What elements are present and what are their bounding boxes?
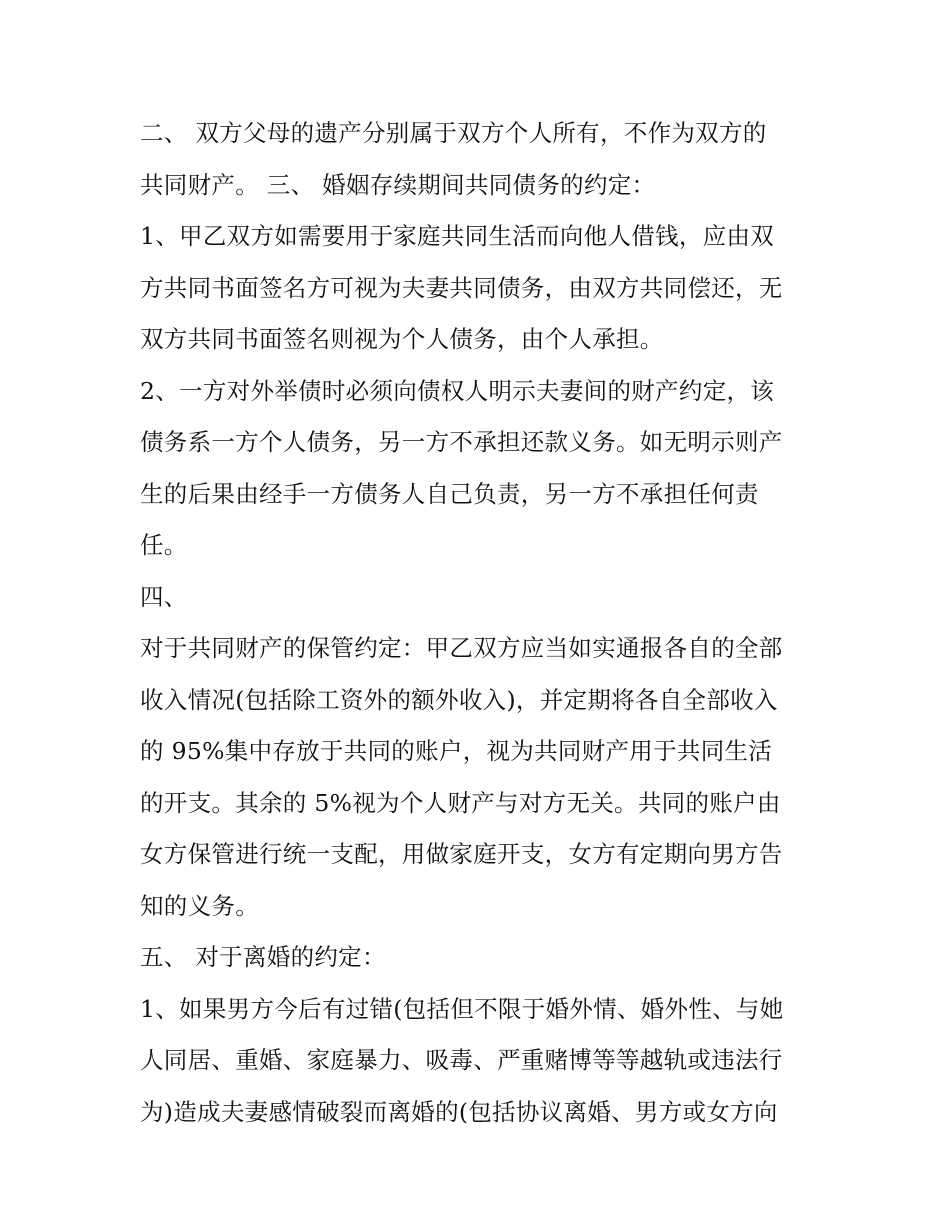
text-line: 1、甲乙双方如需要用于家庭共同生活而向他人借钱，应由双 bbox=[140, 222, 775, 250]
text-line: 女方保管进行统一支配，用做家庭开支，女方有定期向男方告 bbox=[140, 840, 783, 868]
text-line: 债务系一方个人债务，另一方不承担还款义务。如无明示则产 bbox=[140, 428, 783, 456]
text-line: 双方共同书面签名则视为个人债务，由个人承担。 bbox=[140, 325, 664, 353]
section-heading: 五、 对于离婚的约定： bbox=[140, 943, 386, 971]
text-line: 收入情况(包括除工资外的额外收入)，并定期将各自全部收入 bbox=[140, 685, 778, 714]
text-line: 方共同书面签名方可视为夫妻共同债务，由双方共同偿还，无 bbox=[140, 273, 783, 302]
document-body bbox=[140, 108, 820, 1138]
text-line: 知的义务。 bbox=[140, 891, 259, 920]
text-line: 人同居、重婚、家庭暴力、吸毒、严重赌博等等越轨或违法行 bbox=[140, 1046, 783, 1074]
text-line: 的开支。其余的 5%视为个人财产与对方无关。共同的账户由 bbox=[140, 788, 781, 817]
text-line: 2、一方对外举债时必须向债权人明示夫妻间的财产约定，该 bbox=[140, 376, 775, 405]
text-line: 为)造成夫妻感情破裂而离婚的(包括协议离婚、男方或女方向 bbox=[140, 1097, 778, 1126]
text-line: 二、 双方父母的遗产分别属于双方个人所有，不作为双方的 bbox=[140, 119, 767, 147]
text-line: 1、如果男方今后有过错(包括但不限于婚外情、婚外性、与她 bbox=[140, 994, 784, 1023]
text-line: 任。 bbox=[140, 531, 188, 559]
text-line: 生的后果由经手一方债务人自己负责，另一方不承担任何责 bbox=[140, 479, 759, 508]
text-line: 的 95%集中存放于共同的账户，视为共同财产用于共同生活 bbox=[140, 737, 773, 765]
text-line: 对于共同财产的保管约定：甲乙双方应当如实通报各自的全部 bbox=[140, 634, 783, 662]
text-line: 共同财产。 三、 婚姻存续期间共同债务的约定： bbox=[140, 170, 656, 199]
section-heading: 四、 bbox=[140, 582, 188, 611]
